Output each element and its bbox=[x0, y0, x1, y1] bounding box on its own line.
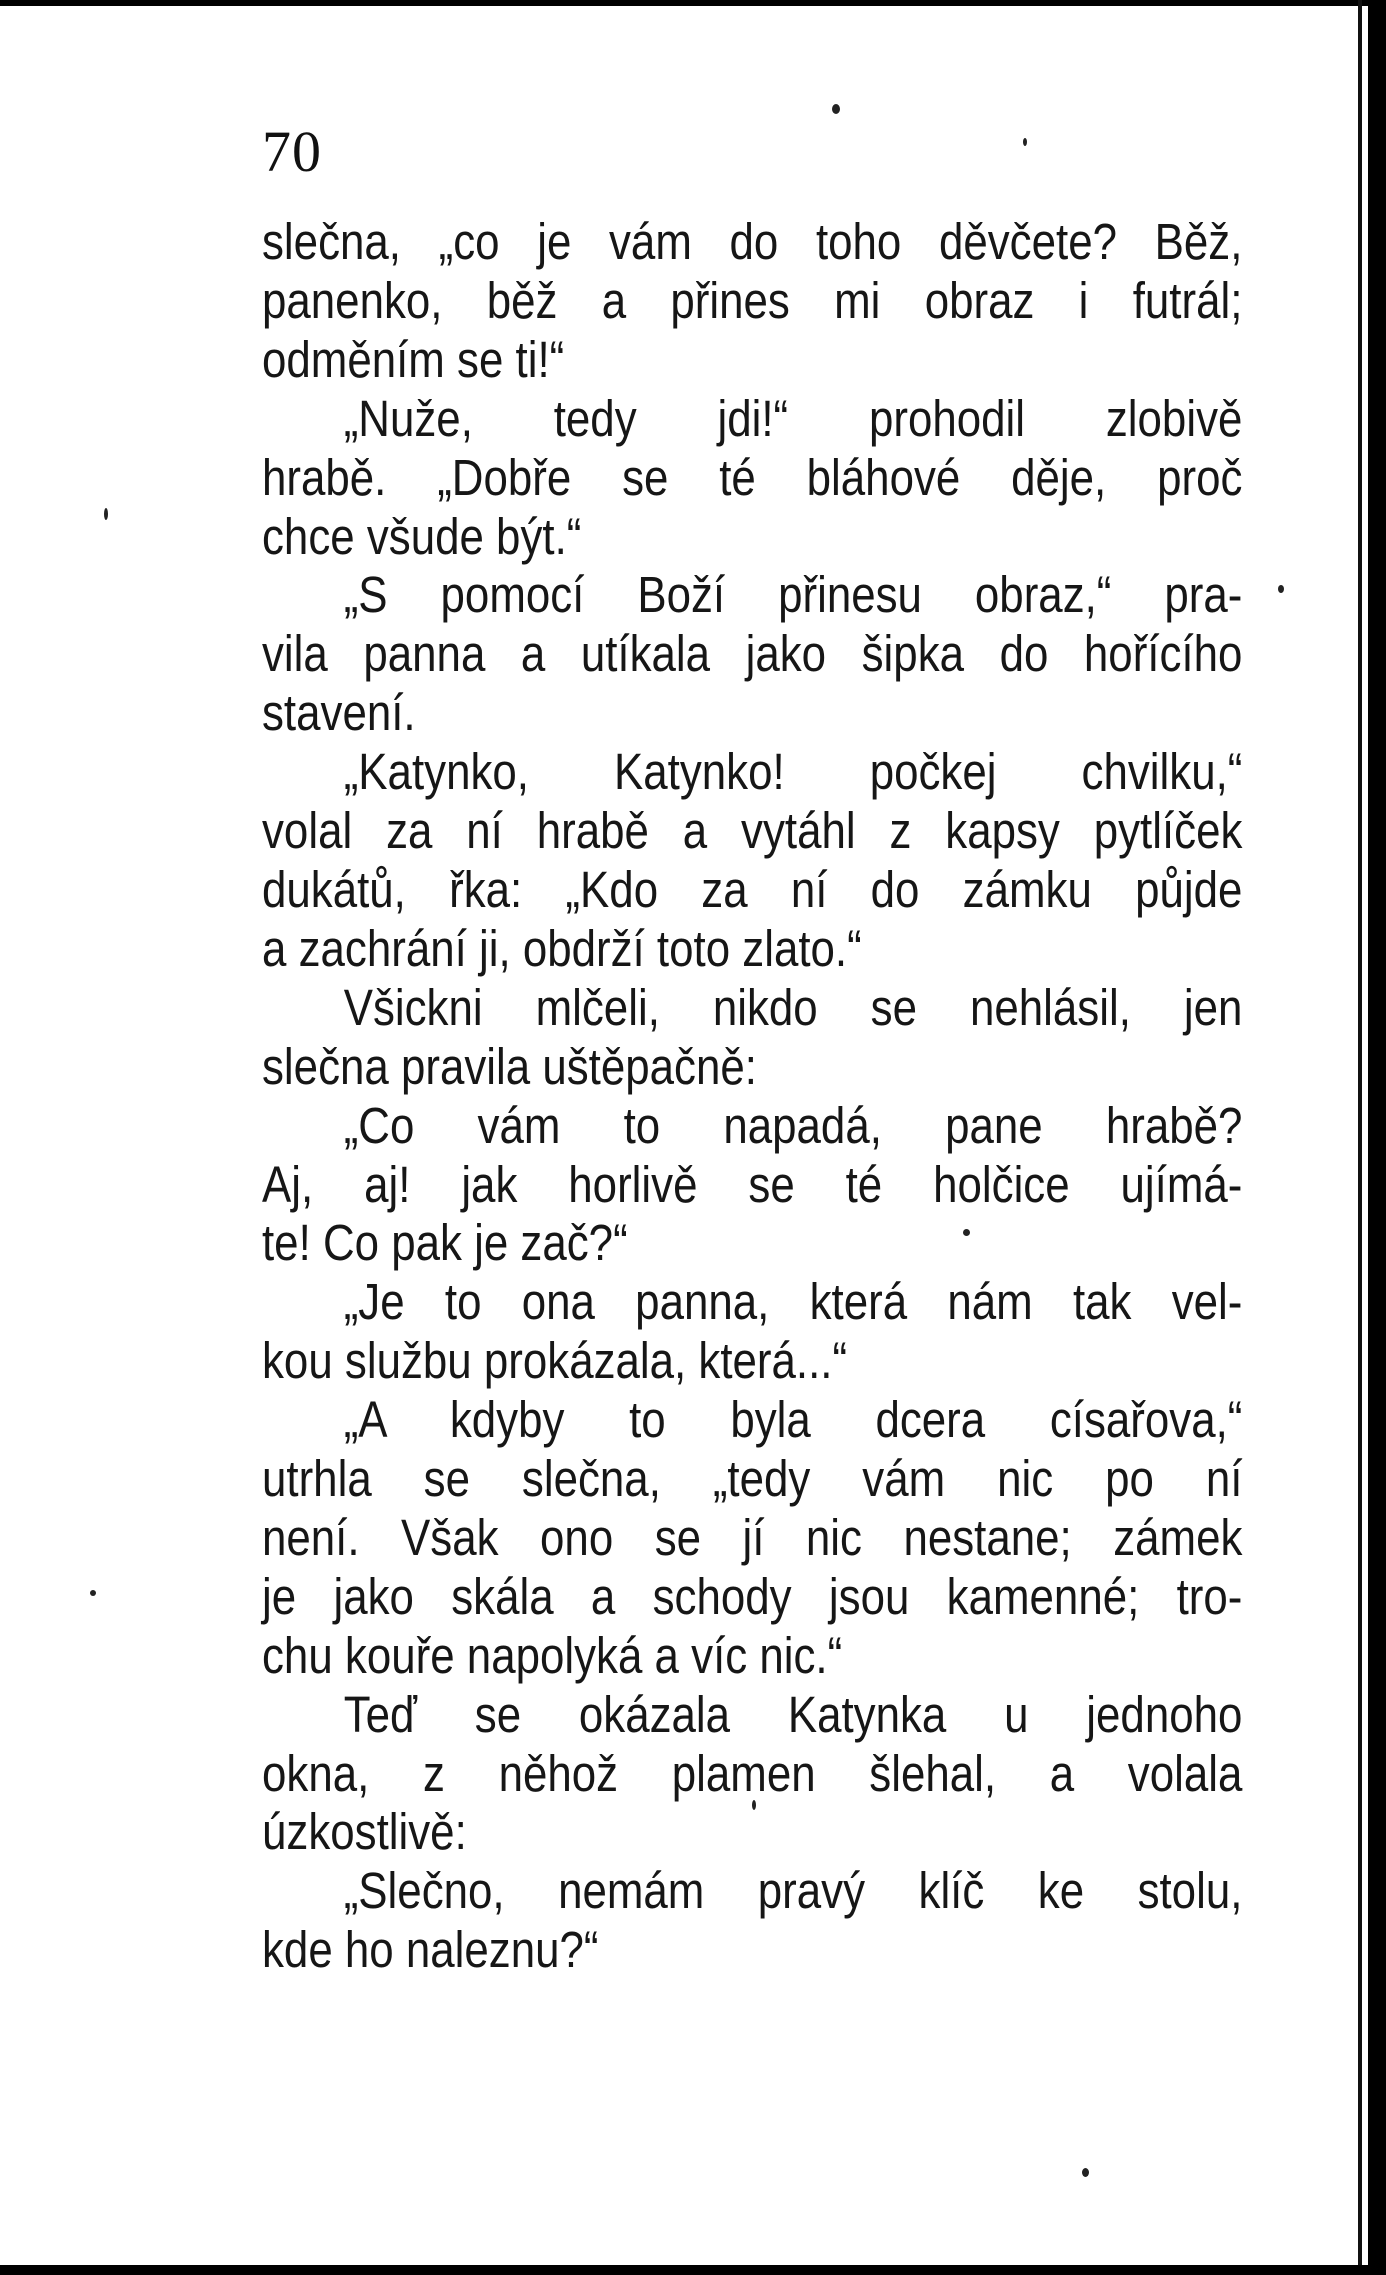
text-line: Všickni mlčeli, nikdo se nehlásil, jen bbox=[343, 978, 1243, 1036]
text-line: „Je to ona panna, která nám tak vel- bbox=[343, 1273, 1243, 1331]
text-line: „Slečno, nemám pravý klíč ke stolu, bbox=[343, 1862, 1243, 1920]
text-line: a zachrání ji, obdrží toto zlato.“ bbox=[262, 919, 862, 977]
text-line: okna, z něhož plamen šlehal, a volala bbox=[262, 1744, 1243, 1802]
text-line: „Co vám to napadá, pane hrabě? bbox=[343, 1096, 1243, 1154]
scan-edge-top bbox=[0, 0, 1386, 6]
text-line: není. Však ono se jí nic nestane; zámek bbox=[262, 1508, 1243, 1566]
scan-edge-right bbox=[1368, 0, 1386, 2275]
text-line: „A kdyby to byla dcera císařova,“ bbox=[343, 1391, 1243, 1449]
text-line: „S pomocí Boží přinesu obraz,“ pra- bbox=[343, 566, 1243, 624]
text-line: úzkostlivě: bbox=[262, 1803, 467, 1861]
text-line: utrhla se slečna, „tedy vám nic po ní bbox=[262, 1450, 1243, 1508]
text-line: te! Co pak je zač?“ bbox=[262, 1214, 628, 1272]
text-line: Teď se okázala Katynka u jednoho bbox=[343, 1685, 1243, 1743]
ink-speck bbox=[1023, 138, 1027, 146]
ink-speck bbox=[104, 508, 108, 520]
ink-speck bbox=[90, 1590, 96, 1596]
text-line: stavení. bbox=[262, 684, 416, 742]
text-line: vila panna a utíkala jako šipka do hořícího bbox=[262, 625, 1243, 683]
page-number: 70 bbox=[262, 119, 322, 184]
text-line: je jako skála a schody jsou kamenné; tro- bbox=[262, 1567, 1243, 1625]
text-line: „Nuže, tedy jdi!“ prohodil zlobivě bbox=[343, 389, 1243, 447]
text-line: chu kouře napolyká a víc nic.“ bbox=[262, 1626, 843, 1684]
text-line: panenko, běž a přines mi obraz i futrál; bbox=[262, 271, 1243, 329]
text-line: hrabě. „Dobře se té bláhové děje, proč bbox=[262, 448, 1243, 506]
text-line: chce všude být.“ bbox=[262, 507, 582, 565]
text-line: slečna pravila uštěpačně: bbox=[262, 1037, 757, 1095]
text-line: dukátů, řka: „Kdo za ní do zámku půjde bbox=[262, 860, 1243, 918]
text-line: „Katynko, Katynko! počkej chvilku,“ bbox=[343, 743, 1243, 801]
text-line: odměním se ti!“ bbox=[262, 330, 565, 388]
text-line: volal za ní hrabě a vytáhl z kapsy pytlíček bbox=[262, 802, 1243, 860]
ink-speck bbox=[1082, 2168, 1089, 2177]
body-text bbox=[262, 213, 1243, 1980]
scan-edge-bottom bbox=[0, 2265, 1386, 2275]
scan-edge-right-line bbox=[1358, 0, 1362, 2275]
ink-speck bbox=[1278, 585, 1284, 593]
ink-speck bbox=[832, 104, 840, 114]
text-line: kou službu prokázala, která...“ bbox=[262, 1332, 848, 1390]
text-line: kde ho naleznu?“ bbox=[262, 1921, 599, 1979]
text-line: Aj, aj! jak horlivě se té holčice ujímá- bbox=[262, 1155, 1243, 1213]
text-line: slečna, „co je vám do toho děvčete? Běž, bbox=[262, 213, 1243, 270]
